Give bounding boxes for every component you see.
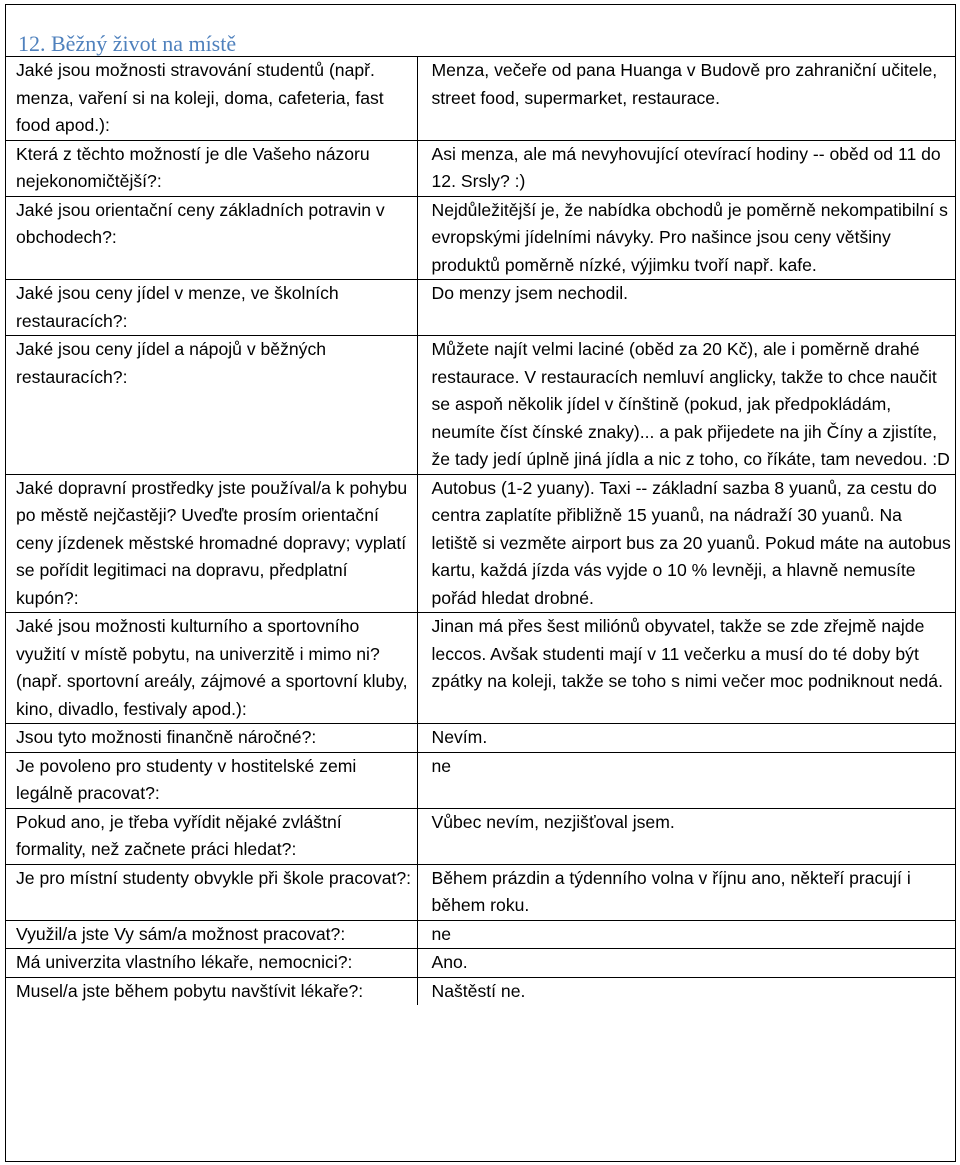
answer-cell: Autobus (1-2 yuany). Taxi -- základní sazba 8 yuanů, za cestu do centra zaplatíte přibližně 15 yuanů, na nádraží 30 yuanů. Na letiště si vezměte airport bus za 20 yuanů. Pokud máte na autobus kartu, každá jízda vás vyjde o 10 % levněji, a hlavně nemusíte pořád hledat drobné.: [417, 474, 955, 613]
table-row: [6, 280, 955, 336]
question-cell: Musel/a jste během pobytu navštívit lékaře?:: [6, 977, 417, 1005]
answer-cell: Nevím.: [417, 724, 955, 753]
table-row: [6, 949, 955, 978]
section-title: 12. Běžný život na místě: [6, 5, 955, 57]
answer-cell: ne: [417, 920, 955, 949]
table-row: [6, 752, 955, 808]
table-row: [6, 724, 955, 753]
answer-cell: Do menzy jsem nechodil.: [417, 280, 955, 336]
question-cell: Jaké jsou orientační ceny základních potravin v obchodech?:: [6, 196, 417, 280]
qa-table: [6, 57, 955, 1005]
answer-cell: Jinan má přes šest miliónů obyvatel, takže se zde zřejmě najde leccos. Avšak studenti mají v 11 večerku a musí do té doby být zpátky na koleji, takže se toho s nimi večer moc podniknout nedá.: [417, 613, 955, 724]
answer-cell: Nejdůležitější je, že nabídka obchodů je poměrně nekompatibilní s evropskými jídelními návyky. Pro našince jsou ceny většiny produktů poměrně nízké, výjimku tvoří např. kafe.: [417, 196, 955, 280]
table-row: [6, 474, 955, 613]
answer-cell: ne: [417, 752, 955, 808]
question-cell: Využil/a jste Vy sám/a možnost pracovat?:: [6, 920, 417, 949]
table-row: [6, 140, 955, 196]
table-row: [6, 808, 955, 864]
question-cell: Jaké dopravní prostředky jste používal/a k pohybu po městě nejčastěji? Uveďte prosím orientační ceny jízdenek městské hromadné dopravy; vyplatí se pořídit legitimaci na dopravu, předplatní kupón?:: [6, 474, 417, 613]
answer-cell: Menza, večeře od pana Huanga v Budově pro zahraniční učitele, street food, supermarket, restaurace.: [417, 57, 955, 140]
answer-cell: Můžete najít velmi laciné (oběd za 20 Kč), ale i poměrně drahé restaurace. V restauracích nemluví anglicky, takže to chce naučit se aspoň několik jídel v čínštině (pokud, jak předpokládám, neumíte číst čínské znaky)... a pak přijedete na jih Číny a zjistíte, že tady jedí úplně jiná jídla a nic z toho, co říkáte, tam nevedou. :D: [417, 336, 955, 475]
question-cell: Jsou tyto možnosti finančně náročné?:: [6, 724, 417, 753]
table-row: [6, 920, 955, 949]
answer-cell: Asi menza, ale má nevyhovující otevírací hodiny -- oběd od 11 do 12. Srsly? :): [417, 140, 955, 196]
answer-cell: Během prázdin a týdenního volna v říjnu ano, někteří pracují i během roku.: [417, 864, 955, 920]
answer-cell: Naštěstí ne.: [431, 980, 526, 1001]
question-cell: Pokud ano, je třeba vyřídit nějaké zvláštní formality, než začnete práci hledat?:: [6, 808, 417, 864]
question-cell: Je povoleno pro studenty v hostitelské zemi legálně pracovat?:: [6, 752, 417, 808]
table-row: [6, 336, 955, 475]
answer-cell: Ano.: [417, 949, 955, 978]
table-row: [6, 613, 955, 724]
question-cell: Jaké jsou ceny jídel v menze, ve školních restauracích?:: [6, 280, 417, 336]
table-row: [6, 977, 955, 1005]
question-cell: Má univerzita vlastního lékaře, nemocnici?:: [6, 949, 417, 978]
table-row: [6, 57, 955, 140]
answer-cell: Vůbec nevím, nezjišťoval jsem.: [417, 808, 955, 864]
table-row: [6, 864, 955, 920]
question-cell: Jaké jsou možnosti kulturního a sportovního využití v místě pobytu, na univerzitě i mimo ni? (např. sportovní areály, zájmové a sportovní kluby, kino, divadlo, festivaly apod.):: [6, 613, 417, 724]
question-cell: Jaké jsou ceny jídel a nápojů v běžných restauracích?:: [6, 336, 417, 475]
question-cell: Jaké jsou možnosti stravování studentů (např. menza, vaření si na koleji, doma, cafeteria, fast food apod.):: [6, 57, 417, 140]
question-cell: Je pro místní studenty obvykle při škole pracovat?:: [6, 864, 417, 920]
table-row: [6, 196, 955, 280]
questionnaire-page: [5, 4, 956, 1162]
question-cell: Která z těchto možností je dle Vašeho názoru nejekonomičtější?:: [6, 140, 417, 196]
